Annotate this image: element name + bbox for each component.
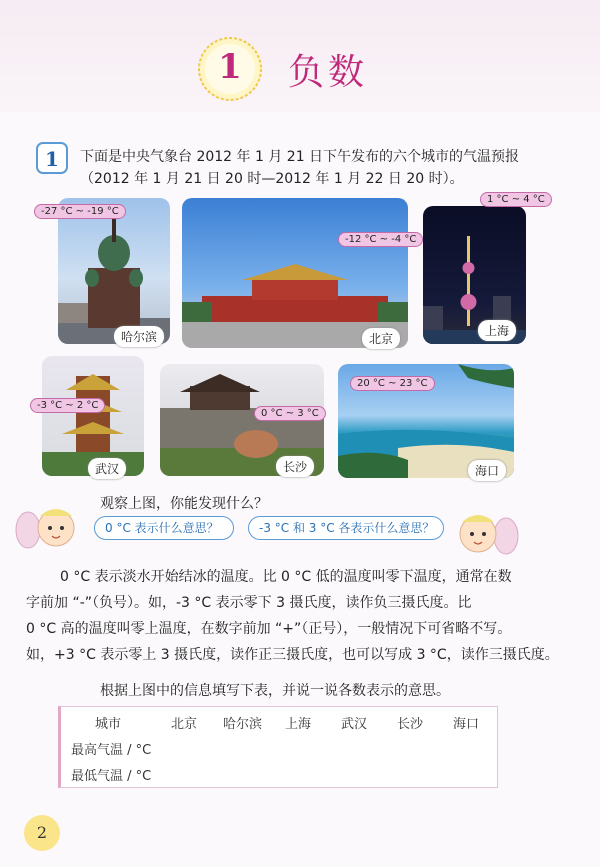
cherub-left-icon [14,500,88,562]
speech-bubble-left: 0 °C 表示什么意思？ [94,516,234,540]
city-shanghai: 上海 [478,320,516,341]
chapter-title: 负数 [288,52,369,93]
explanation-paragraph [26,564,578,668]
temp-harbin: -27 °C ~ -19 °C [34,204,126,219]
paragraph-line-2: 字前加 “-”（负号）。如，-3 °C 表示零下 3 摄氏度，读作负三摄氏度。比 [26,595,472,611]
paragraph-line-3: 0 °C 高的温度叫零上温度，在数字前加 “+”（正号），一般情况下可省略不写。 [26,621,512,637]
temp-changsha: 0 °C ~ 3 °C [254,406,326,421]
intro-line-2: （2012 年 1 月 21 日 20 时—2012 年 1 月 22 日 20 时）。 [80,171,464,187]
intro-line-1: 下面是中央气象台 2012 年 1 月 21 日下午发布的六个城市的气温预报 [80,149,520,165]
city-wuhan: 武汉 [88,458,126,479]
temp-beijing: -12 °C ~ -4 °C [338,232,423,247]
table-header-harbin: 哈尔滨 [223,717,263,732]
table-header-wuhan: 武汉 [341,717,368,732]
table-row-max-temp: 最高气温 / °C [71,743,152,758]
table-header-shanghai: 上海 [285,717,312,732]
table-header-beijing: 北京 [171,717,198,732]
table-row-min-temp: 最低气温 / °C [71,769,152,784]
city-harbin: 哈尔滨 [114,326,164,347]
cherub-right-icon [444,506,520,568]
intro-text [80,146,580,190]
paragraph-line-1: 0 °C 表示淡水开始结冰的温度。比 0 °C 低的温度叫零下温度，通常在数 [60,569,512,585]
photo-harbin [58,198,170,344]
temp-haikou: 20 °C ~ 23 °C [350,376,435,391]
page-number: 2 [24,815,60,851]
photo-beijing [182,198,408,348]
temp-wuhan: -3 °C ~ 2 °C [30,398,105,413]
tiananmen-image [182,198,408,348]
table-header-changsha: 长沙 [397,717,424,732]
city-haikou: 海口 [468,460,506,481]
table-instruction: 根据上图中的信息填写下表，并说一说各数表示的意思。 [100,683,450,699]
cathedral-image [58,198,170,344]
paragraph-line-4: 如，+3 °C 表示零上 3 摄氏度，读作正三摄氏度，也可以写成 3 °C，读作三摄氏度。 [26,647,559,663]
table-header-city: 城市 [95,717,122,732]
table-header-haikou: 海口 [453,717,480,732]
chapter-number: 1 [218,47,242,87]
exercise-number: 1 [36,142,68,174]
speech-bubble-right: -3 °C 和 3 °C 各表示什么意思？ [248,516,444,540]
city-changsha: 长沙 [276,456,314,477]
observe-question: 观察上图，你能发现什么？ [100,496,268,512]
city-beijing: 北京 [362,328,400,349]
temp-shanghai: 1 °C ~ 4 °C [480,192,552,207]
temperature-table [58,706,498,788]
